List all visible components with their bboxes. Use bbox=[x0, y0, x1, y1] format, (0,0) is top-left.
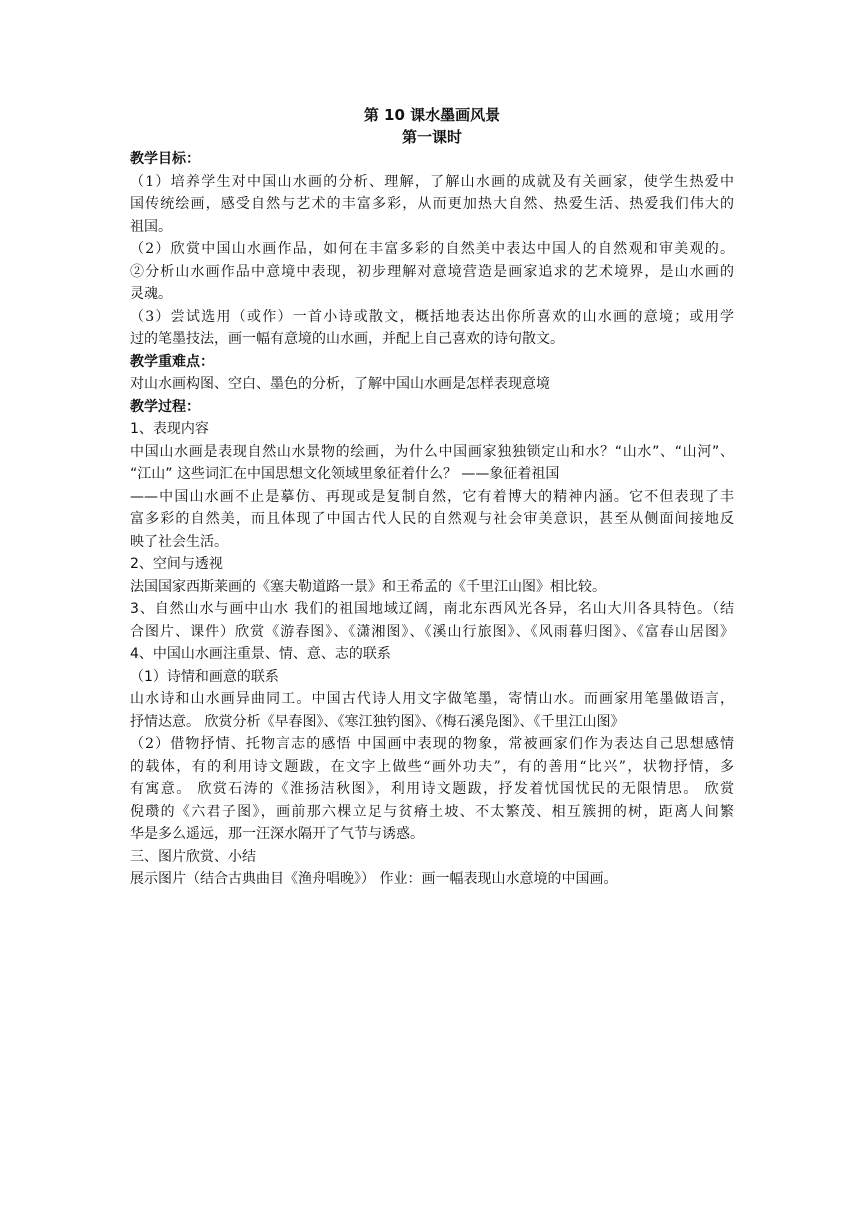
text-line: 三、图片欣赏、小结 bbox=[130, 848, 256, 865]
text-line: 对山水画构图、空白、墨色的分析，了解中国山水画是怎样表现意境 bbox=[130, 376, 550, 392]
text-line: 4、中国山水画注重景、情、意、志的联系 bbox=[130, 646, 391, 662]
text-line: （1）诗情和画意的联系 bbox=[130, 668, 279, 685]
text-line: 2、空间与透视 bbox=[130, 556, 223, 572]
text-line: “江山” 这些词汇在中国思想文化领域里象征着什么？ ——象征着祖国 bbox=[130, 466, 560, 482]
text-line: 抒情达意。 欣赏分析《早春图》、《寒江独钓图》、《梅石溪凫图》、《千里江山图》 bbox=[130, 713, 625, 730]
text-line: 倪瓒的《六君子图》，画前那六棵立足与贫瘠土坡、不太繁茂、相互簇拥的树，距离人间繁 bbox=[130, 803, 734, 820]
text-line: 3、自然山水与画中山水 我们的祖国地域辽阔，南北东西风光各异，名山大川各具特色。（结 bbox=[130, 601, 734, 617]
text-line: 有寓意。 欣赏石涛的《淮扬洁秋图》，利用诗文题跋，抒发着忧国忧民的无限情思。 欣赏 bbox=[130, 781, 734, 797]
text-line: （1）培养学生对中国山水画的分析、理解，了解山水画的成就及有关画家，使学生热爱中 bbox=[130, 173, 734, 190]
text-line: 教学过程： bbox=[130, 398, 200, 415]
text-line: 祖国。 bbox=[130, 218, 172, 235]
text-line: 过的笔墨技法，画一幅有意境的山水画，并配上自己喜欢的诗句散文。 bbox=[130, 331, 564, 347]
text-line: 映了社会生活。 bbox=[130, 533, 228, 550]
text-line: 中国山水画是表现自然山水景物的绘画，为什么中国画家独独锁定山和水？“山水”、“山河”、 bbox=[130, 443, 734, 460]
text-line: 国传统绘画，感受自然与艺术的丰富多彩，从而更加热大自然、热爱生活、热爱我们伟大的 bbox=[130, 196, 734, 212]
text-line: 教学重难点： bbox=[130, 353, 214, 370]
text-line: ②分析山水画作品中意境中表现，初步理解对意境营造是画家追求的艺术境界，是山水画的 bbox=[130, 263, 734, 280]
text-line: 展示图片（结合古典曲目《渔舟唱晚》） 作业：画一幅表现山水意境的中国画。 bbox=[130, 871, 618, 887]
lesson-subtitle: 第一课时 bbox=[401, 128, 462, 146]
text-line: （2）借物抒情、托物言志的感悟 中国画中表现的物象，常被画家们作为表达自己思想感情 bbox=[130, 736, 734, 752]
text-line: ——中国山水画不止是摹仿、再现或是复制自然，它有着博大的精神内涵。它不但表现了丰 bbox=[130, 488, 734, 505]
text-line: 的载体，有的利用诗文题跋，在文字上做些“画外功夫”，有的善用“比兴”，状物抒情，多 bbox=[130, 758, 734, 775]
lesson-title: 第 10 课水墨画风景 bbox=[363, 106, 501, 124]
document-body bbox=[130, 104, 734, 891]
text-line: 法国国家西斯莱画的《塞夫勒道路一景》和王希孟的《千里江山图》相比较。 bbox=[130, 578, 606, 595]
text-line: 华是多么遥远，那一汪深水隔开了气节与诱惑。 bbox=[130, 826, 424, 842]
text-line: （2）欣赏中国山水画作品，如何在丰富多彩的自然美中表达中国人的自然观和审美观的。 bbox=[130, 241, 734, 257]
text-line: 教学目标： bbox=[130, 151, 200, 167]
text-line: 山水诗和山水画异曲同工。中国古代诗人用文字做笔墨，寄情山水。而画家用笔墨做语言， bbox=[130, 691, 734, 707]
text-line: 富多彩的自然美，而且体现了中国古代人民的自然观与社会审美意识，甚至从侧面间接地反 bbox=[130, 511, 734, 527]
document-text bbox=[130, 148, 734, 891]
text-line: 1、表现内容 bbox=[130, 421, 209, 437]
text-line: （3）尝试选用（或作）一首小诗或散文，概括地表达出你所喜欢的山水画的意境；或用学 bbox=[130, 308, 734, 325]
text-line: 合图片、课件）欣赏《游春图》、《潇湘图》、《溪山行旅图》、《风雨暮归图》、《富春山居图》 bbox=[130, 623, 734, 640]
text-line: 灵魂。 bbox=[130, 286, 172, 302]
